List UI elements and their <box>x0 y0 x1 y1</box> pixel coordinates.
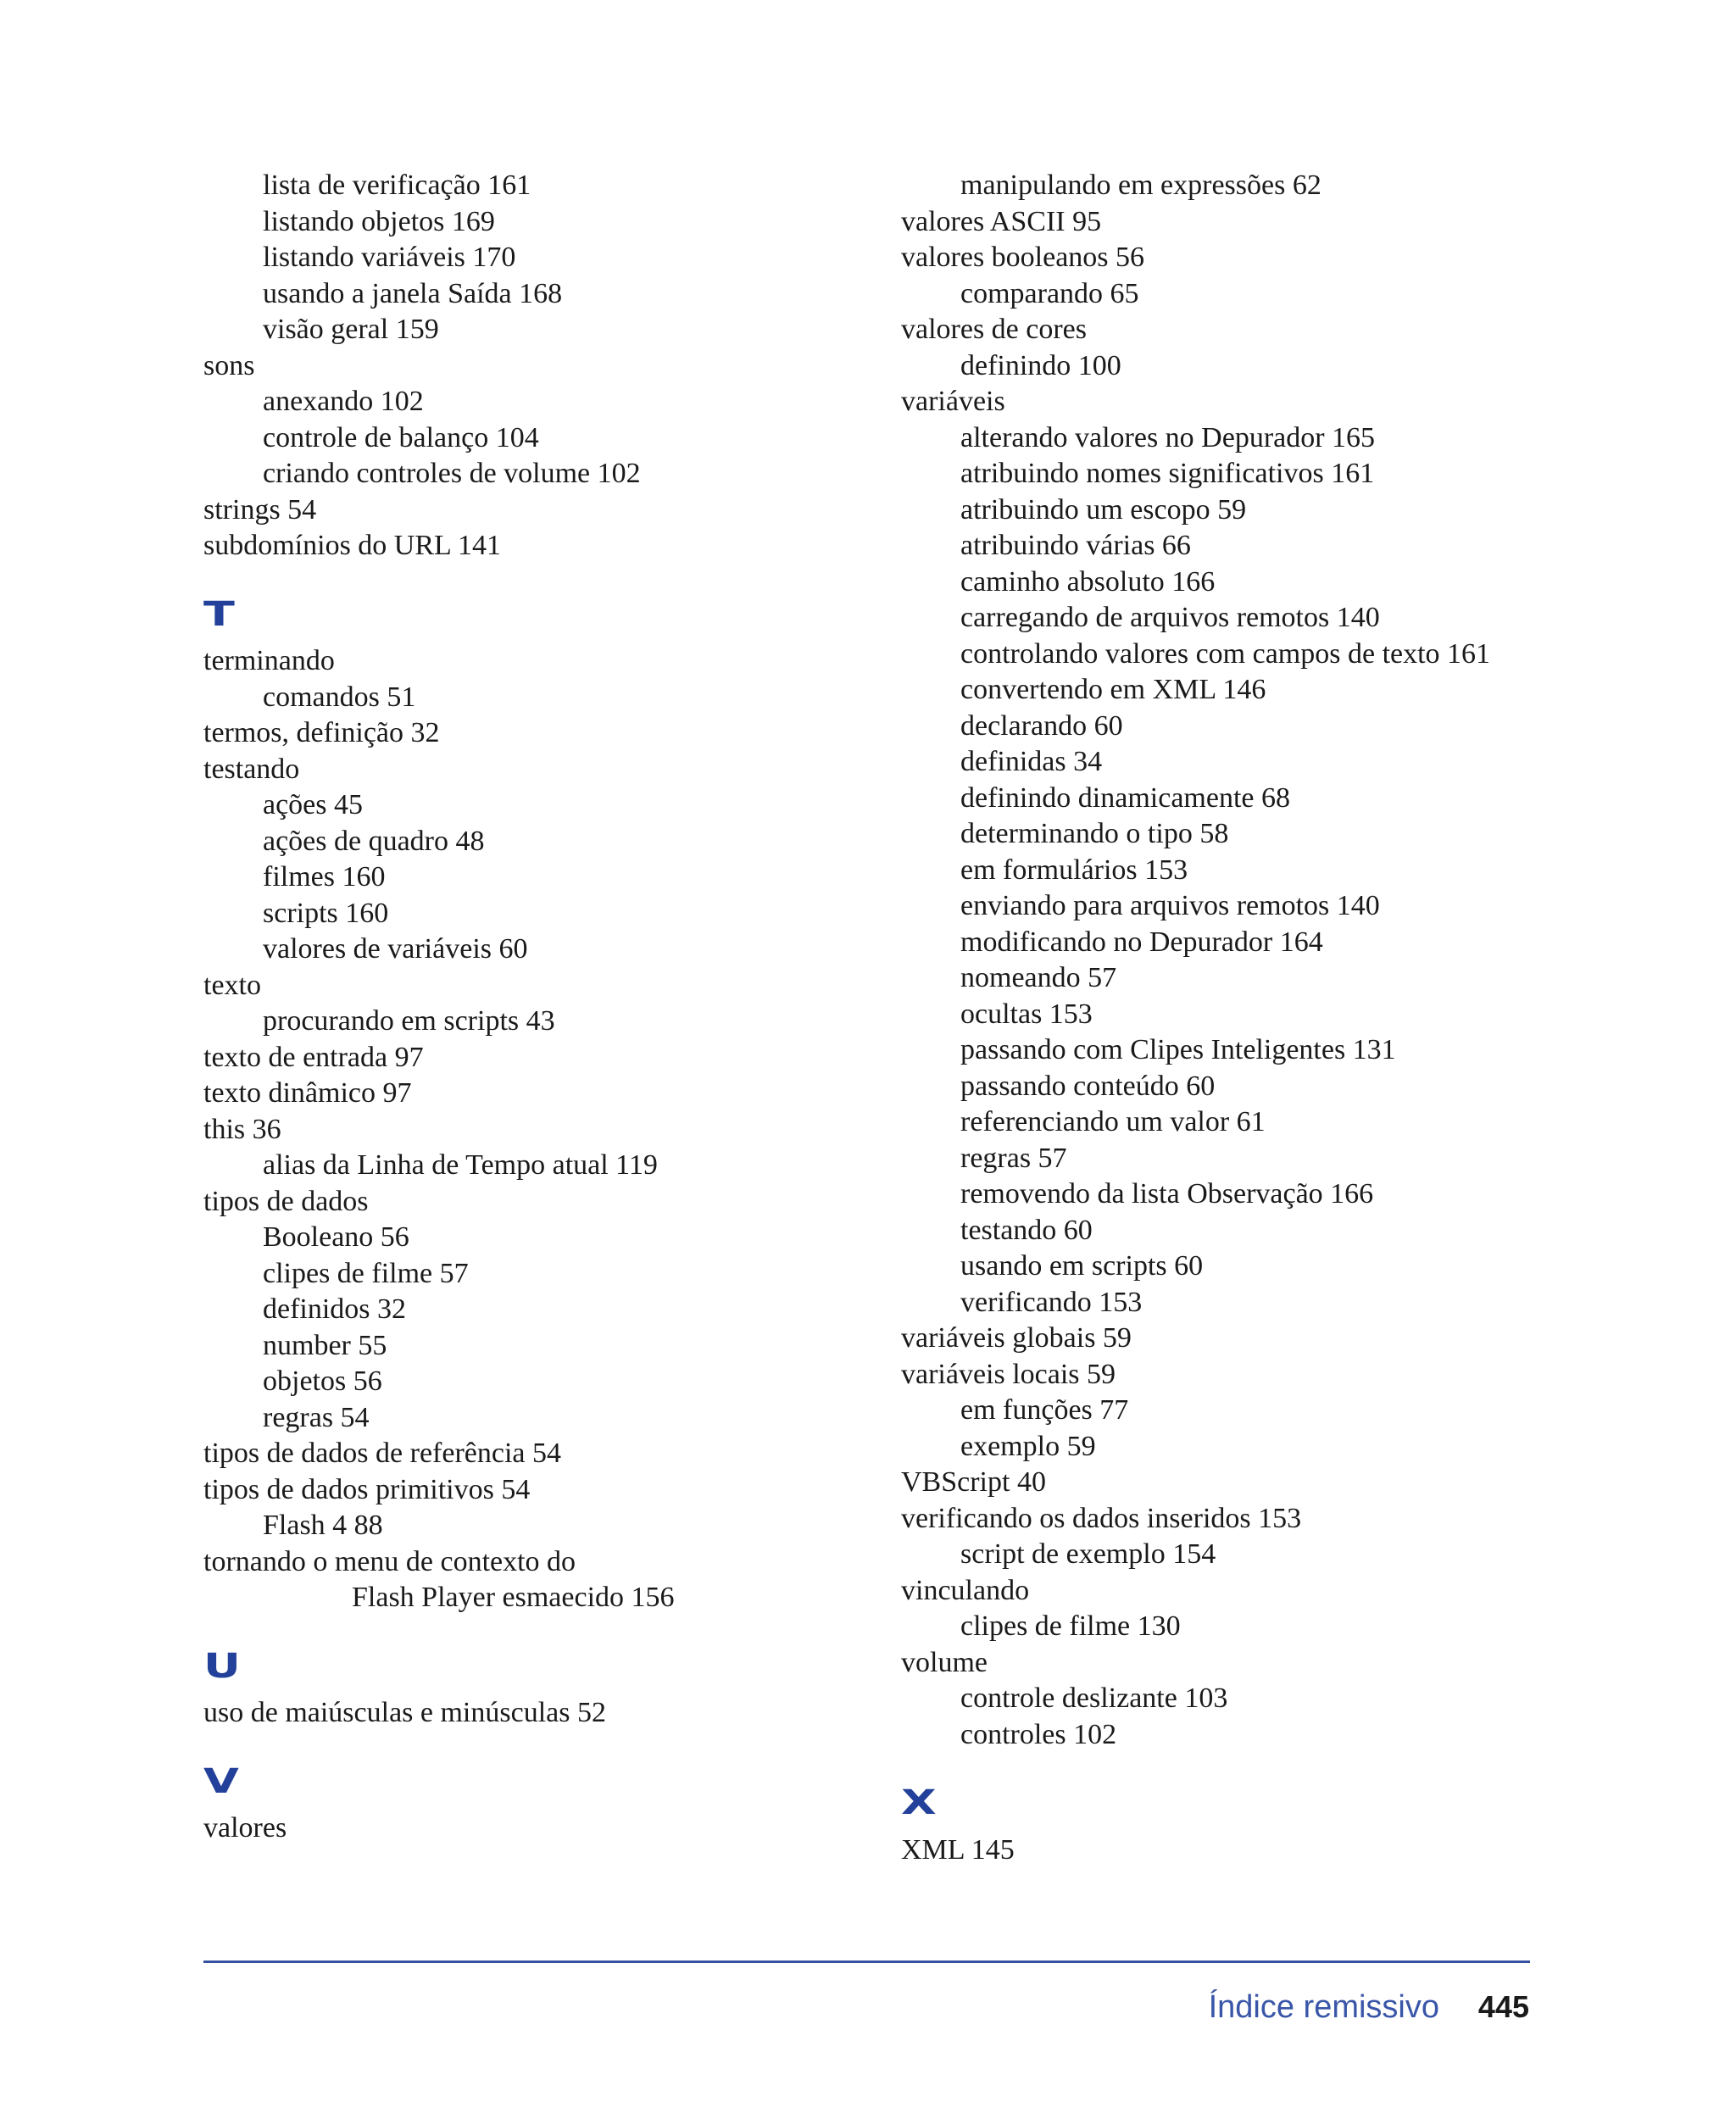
index-subentry: usando em scripts 60 <box>960 1250 1204 1282</box>
index-subentry: controles 102 <box>960 1718 1117 1750</box>
index-subentry: regras 57 <box>960 1142 1067 1174</box>
footer-section-title: Índice remissivo <box>1208 1989 1439 2025</box>
index-entry: termos, definição 32 <box>203 717 440 748</box>
index-subentry: definidas 34 <box>960 746 1103 777</box>
index-subentry: passando com Clipes Inteligentes 131 <box>960 1034 1396 1065</box>
index-subentry: usando a janela Saída 168 <box>263 277 563 309</box>
index-subentry: testando 60 <box>960 1214 1093 1246</box>
index-subentry: modificando no Depurador 164 <box>960 926 1323 958</box>
footer-divider <box>203 1960 1530 1963</box>
index-entry: VBScript 40 <box>901 1466 1046 1498</box>
index-entry: variáveis <box>901 386 1005 417</box>
index-entry: verificando os dados inseridos 153 <box>901 1502 1302 1534</box>
index-subentry: criando controles de volume 102 <box>263 458 641 489</box>
index-subentry: clipes de filme 57 <box>263 1257 469 1289</box>
index-subentry: enviando para arquivos remotos 140 <box>960 890 1380 921</box>
index-subentry: atribuindo nomes significativos 161 <box>960 458 1375 489</box>
index-entry: texto de entrada 97 <box>203 1041 424 1073</box>
index-subentry: verificando 153 <box>960 1286 1143 1318</box>
index-entry: strings 54 <box>203 493 317 526</box>
index-subentry: em funções 77 <box>960 1394 1129 1426</box>
index-entry: volume <box>901 1646 988 1678</box>
index-entry: uso de maiúsculas e minúsculas 52 <box>203 1697 606 1728</box>
index-subentry: determinando o tipo 58 <box>960 818 1229 849</box>
index-subentry: comandos 51 <box>263 681 416 713</box>
index-subentry: referenciando um valor 61 <box>960 1106 1266 1137</box>
section-letter-heading: U <box>203 1646 241 1686</box>
index-subentry: definindo dinamicamente 68 <box>960 781 1290 814</box>
index-entry: tipos de dados <box>203 1185 369 1217</box>
index-subentry: manipulando em expressões 62 <box>960 170 1321 201</box>
index-entry: XML 145 <box>901 1833 1015 1866</box>
index-entry: variáveis globais 59 <box>901 1322 1132 1354</box>
index-subentry: Flash Player esmaecido 156 <box>352 1582 675 1613</box>
index-subentry: ações de quadro 48 <box>263 825 485 857</box>
index-subentry: definidos 32 <box>263 1293 407 1325</box>
index-entry: terminando <box>203 645 335 676</box>
index-subentry: passando conteúdo 60 <box>960 1070 1216 1102</box>
index-subentry: declarando 60 <box>960 709 1123 742</box>
index-entry: this 36 <box>203 1113 281 1145</box>
index-subentry: convertendo em XML 146 <box>960 674 1266 705</box>
index-subentry: controle deslizante 103 <box>960 1682 1228 1714</box>
index-entry: tipos de dados primitivos 54 <box>203 1473 531 1505</box>
index-subentry: controlando valores com campos de texto 161 <box>960 637 1491 670</box>
index-subentry: procurando em scripts 43 <box>263 1005 555 1037</box>
index-subentry: atribuindo um escopo 59 <box>960 493 1247 526</box>
section-letter-heading: V <box>203 1761 239 1801</box>
index-subentry: script de exemplo 154 <box>960 1538 1216 1570</box>
index-entry: variáveis locais 59 <box>901 1358 1116 1390</box>
index-entry: valores de cores <box>901 314 1088 345</box>
index-subentry: alterando valores no Depurador 165 <box>960 421 1376 453</box>
section-letter-heading: T <box>203 594 235 634</box>
index-subentry: carregando de arquivos remotos 140 <box>960 602 1380 633</box>
index-subentry: removendo da lista Observação 166 <box>960 1178 1374 1210</box>
index-entry: tipos de dados de referência 54 <box>203 1438 561 1469</box>
index-entry: subdomínios do URL 141 <box>203 530 502 561</box>
index-subentry: filmes 160 <box>263 861 386 893</box>
index-subentry: comparando 65 <box>960 277 1139 309</box>
index-subentry: clipes de filme 130 <box>960 1610 1181 1642</box>
index-entry: valores <box>203 1812 287 1844</box>
index-column-right <box>901 168 1562 1868</box>
index-subentry: valores de variáveis 60 <box>263 933 528 965</box>
index-subentry: objetos 56 <box>263 1365 382 1397</box>
index-subentry: visão geral 159 <box>263 314 439 345</box>
index-entry: valores ASCII 95 <box>901 205 1102 237</box>
index-subentry: ocultas 153 <box>960 998 1093 1030</box>
index-subentry: em formulários 153 <box>960 854 1188 886</box>
index-subentry: controle de balanço 104 <box>263 421 539 453</box>
index-subentry: listando variáveis 170 <box>263 242 516 273</box>
index-subentry: scripts 160 <box>263 897 389 929</box>
index-subentry: number 55 <box>263 1329 387 1361</box>
index-entry: vinculando <box>901 1574 1030 1606</box>
page-number: 445 <box>1477 1989 1529 2024</box>
index-subentry: exemplo 59 <box>960 1430 1096 1462</box>
index-subentry: atribuindo várias 66 <box>960 530 1191 561</box>
index-subentry: alias da Linha de Tempo atual 119 <box>263 1149 658 1181</box>
index-entry: valores booleanos 56 <box>901 242 1145 273</box>
index-entry: tornando o menu de contexto do <box>203 1545 576 1577</box>
index-subentry: definindo 100 <box>960 349 1121 381</box>
index-entry: texto <box>203 969 261 1001</box>
index-column-left <box>203 168 865 1847</box>
index-entry: sons <box>203 349 255 381</box>
index-subentry: lista de verificação 161 <box>263 170 531 201</box>
index-entry: testando <box>203 753 300 785</box>
index-subentry: Flash 4 88 <box>263 1510 383 1541</box>
index-subentry: anexando 102 <box>263 386 424 417</box>
section-letter-heading: X <box>901 1783 937 1822</box>
index-subentry: caminho absoluto 166 <box>960 565 1216 598</box>
index-subentry: ações 45 <box>263 789 364 820</box>
index-subentry: listando objetos 169 <box>263 205 495 237</box>
index-entry: texto dinâmico 97 <box>203 1077 412 1109</box>
index-subentry: regras 54 <box>263 1401 370 1433</box>
index-subentry: Booleano 56 <box>263 1221 409 1253</box>
index-subentry: nomeando 57 <box>960 962 1117 993</box>
